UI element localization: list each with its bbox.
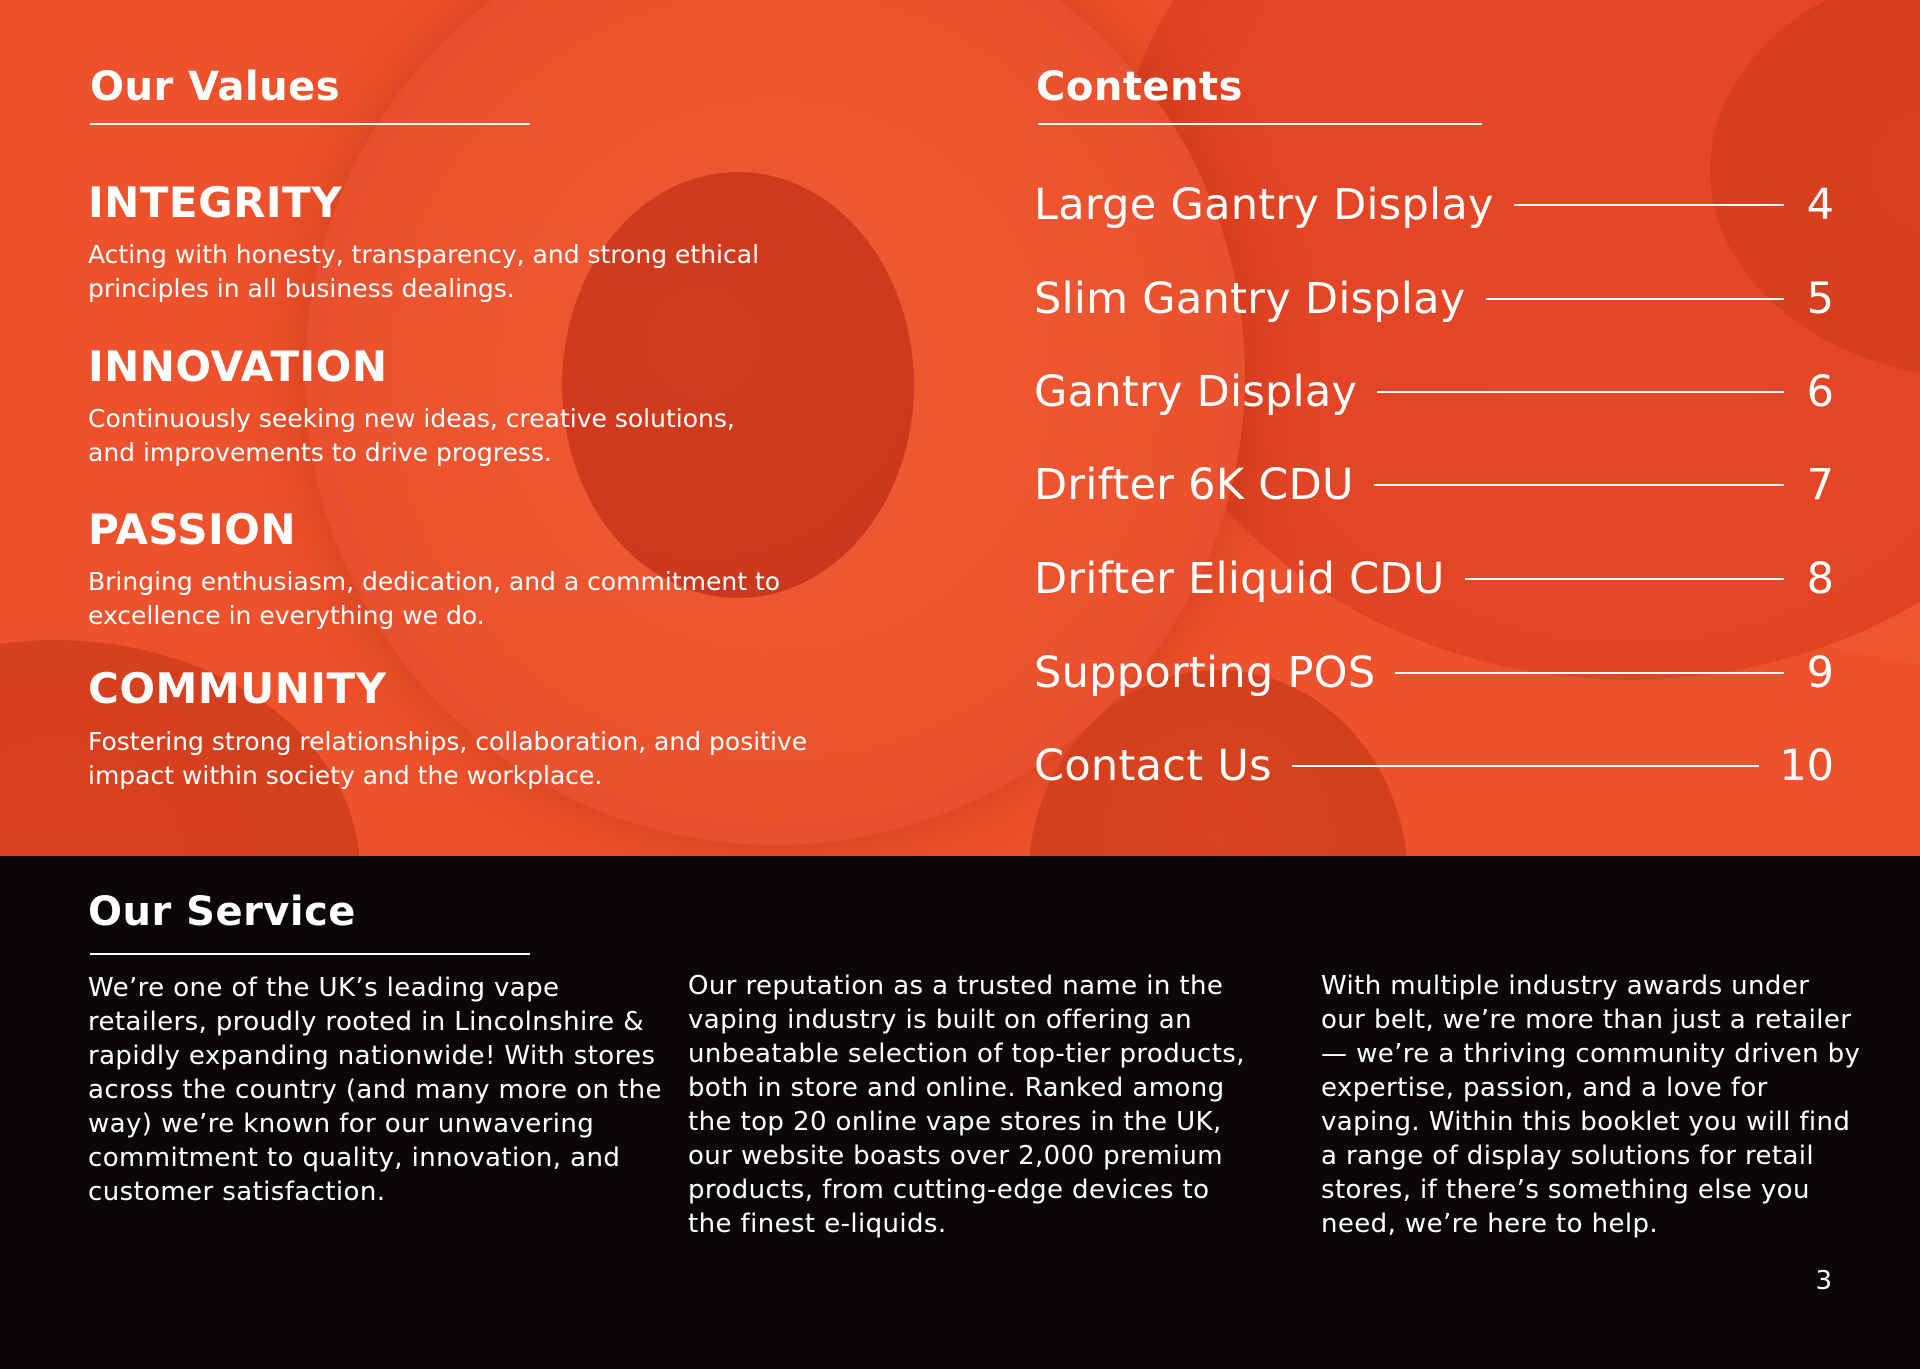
value-title-integrity: INTEGRITY (88, 178, 343, 227)
toc-item-label: Drifter 6K CDU (1034, 460, 1354, 510)
toc-leader-line (1292, 765, 1759, 767)
toc-item-supporting-pos[interactable] (1034, 643, 1834, 703)
toc-item-large-gantry-display[interactable] (1034, 175, 1834, 235)
toc-leader-line (1374, 484, 1784, 486)
toc-leader-line (1395, 672, 1784, 674)
toc-item-label: Contact Us (1034, 741, 1272, 791)
toc-item-slim-gantry-display[interactable] (1034, 269, 1834, 329)
toc-item-label: Slim Gantry Display (1034, 274, 1466, 324)
page-number: 3 (1815, 1266, 1832, 1296)
values-heading-rule (90, 123, 530, 125)
toc-item-page: 9 (1806, 648, 1834, 698)
toc-leader-line (1465, 578, 1784, 580)
toc-item-gantry-display[interactable] (1034, 362, 1834, 422)
values-heading: Our Values (90, 64, 341, 110)
toc-item-label: Large Gantry Display (1034, 180, 1494, 230)
service-heading-rule (90, 953, 530, 955)
value-text-innovation: Continuously seeking new ideas, creative solutions, and improvements to drive progress. (88, 404, 735, 467)
toc-leader-line (1486, 298, 1784, 300)
toc-item-drifter-eliquid-cdu[interactable] (1034, 549, 1834, 609)
toc-item-label: Supporting POS (1034, 648, 1376, 698)
toc-item-label: Drifter Eliquid CDU (1034, 554, 1445, 604)
toc-item-page: 5 (1806, 274, 1834, 324)
service-paragraph-2: Our reputation as a trusted name in the vaping industry is built on offering an unbeatable selection of top-tier products, both in store and online. Ranked among the top 20 online vape stores in the UK, our website boasts over 2,000 premium products, from cutting-edge devices to the finest e-liquids. (688, 971, 1245, 1239)
contents-heading: Contents (1036, 64, 1243, 110)
value-title-innovation: INNOVATION (88, 342, 388, 391)
toc-item-page: 8 (1806, 554, 1834, 604)
contents-heading-rule (1038, 123, 1482, 125)
toc-item-page: 4 (1806, 180, 1834, 230)
toc-leader-line (1514, 204, 1784, 206)
service-heading: Our Service (88, 889, 356, 935)
value-text-integrity: Acting with honesty, transparency, and strong ethical principles in all business dealings. (88, 240, 760, 303)
toc-item-page: 7 (1806, 460, 1834, 510)
service-paragraph-1: We’re one of the UK’s leading vape retailers, proudly rooted in Lincolnshire & rapidly expanding nationwide! With stores across the country (and many more on the way) we’re known for our unwavering commitment to quality, innovation, and customer satisfaction. (88, 973, 662, 1207)
toc-item-contact-us[interactable] (1034, 736, 1834, 796)
toc-item-page: 6 (1806, 367, 1834, 417)
toc-item-drifter-6k-cdu[interactable] (1034, 455, 1834, 515)
value-title-community: COMMUNITY (88, 664, 387, 713)
service-paragraph-3: With multiple industry awards under our belt, we’re more than just a retailer — we’re a thriving community driven by expertise, passion, and a love for vaping. Within this booklet you will find a range of display solutions for retail stores, if there’s something else you need, we’re here to help. (1321, 971, 1861, 1239)
value-text-community: Fostering strong relationships, collaboration, and positive impact within society and the workplace. (88, 727, 808, 790)
value-title-passion: PASSION (88, 505, 297, 554)
toc-item-label: Gantry Display (1034, 367, 1358, 417)
value-text-passion: Bringing enthusiasm, dedication, and a commitment to excellence in everything we do. (88, 567, 781, 630)
toc-item-page: 10 (1779, 741, 1834, 791)
toc-leader-line (1377, 391, 1784, 393)
